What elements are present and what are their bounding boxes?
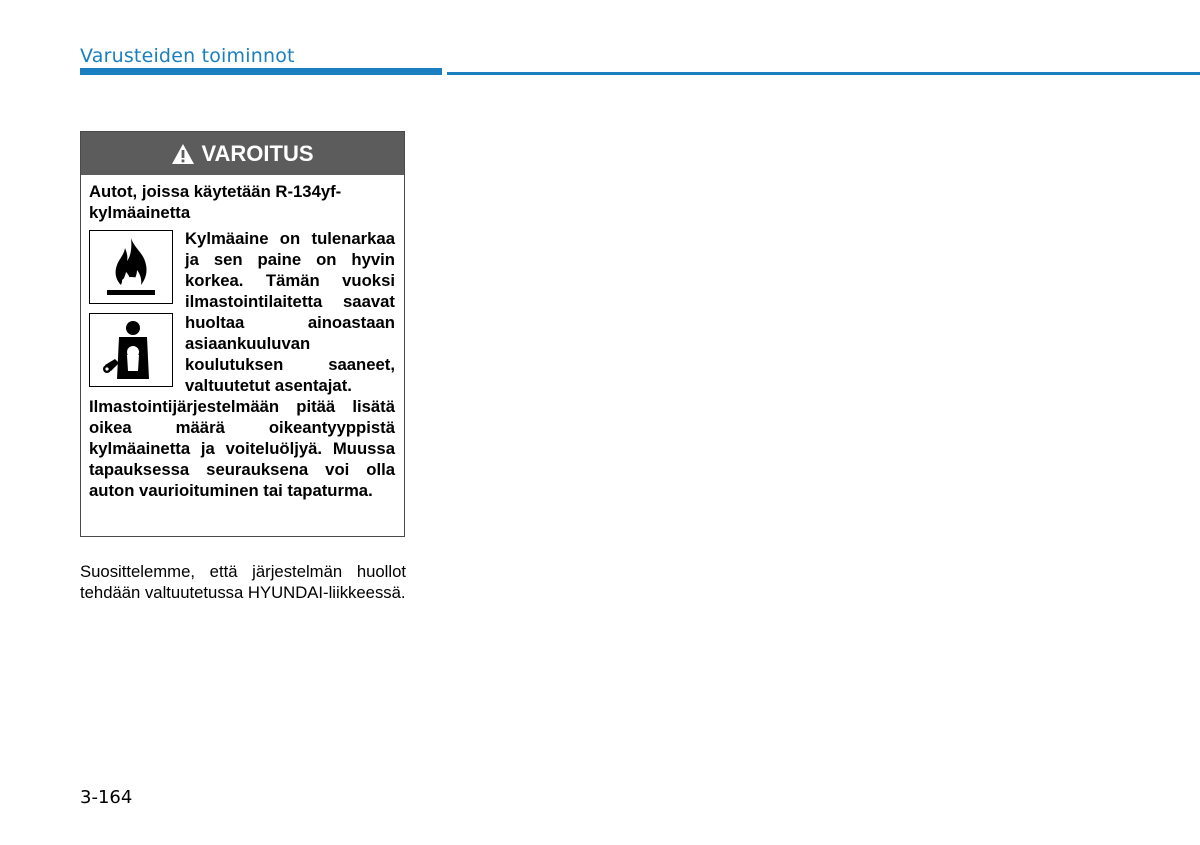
warning-header bbox=[81, 132, 404, 175]
warning-subtitle: Autot, joissa käytetään R-134yf-kylmäainetta bbox=[89, 182, 342, 222]
flammable-icon bbox=[101, 236, 161, 298]
warning-label: VAROITUS bbox=[201, 140, 314, 166]
warning-box bbox=[80, 131, 405, 537]
warning-triangle-icon bbox=[171, 143, 195, 165]
warning-icon-row bbox=[89, 228, 395, 396]
warning-side-text: Kylmäaine on tulenarkaa ja sen paine on hyvin korkea. Tämän vuoksi ilmastointilaitetta saavat huoltaa ainoastaan asiaankuuluvan koulutuksen saaneet, valtuutetut asentajat. bbox=[185, 229, 395, 395]
header-rule-thick bbox=[80, 68, 442, 75]
warning-icon-column bbox=[89, 230, 175, 387]
header-rule-thin bbox=[447, 72, 1200, 75]
warning-body-text: Ilmastointijärjestelmään pitää lisätä oikea määrä oikeantyyppistä kylmäainetta ja voiteluöljyä. Muussa tapauksessa seurauksena voi olla auton vaurioituminen tai tapaturma. bbox=[89, 397, 395, 500]
warning-content bbox=[81, 175, 404, 501]
page-number: 3-164 bbox=[80, 787, 133, 808]
flammable-icon-frame bbox=[89, 230, 173, 304]
body-paragraph: Suosittelemme, että järjestelmän huollot tehdään valtuutetussa HYUNDAI-liikkeessä. bbox=[80, 562, 406, 602]
service-technician-icon-frame bbox=[89, 313, 173, 387]
service-technician-icon bbox=[101, 319, 161, 381]
section-title: Varusteiden toiminnot bbox=[80, 45, 295, 67]
